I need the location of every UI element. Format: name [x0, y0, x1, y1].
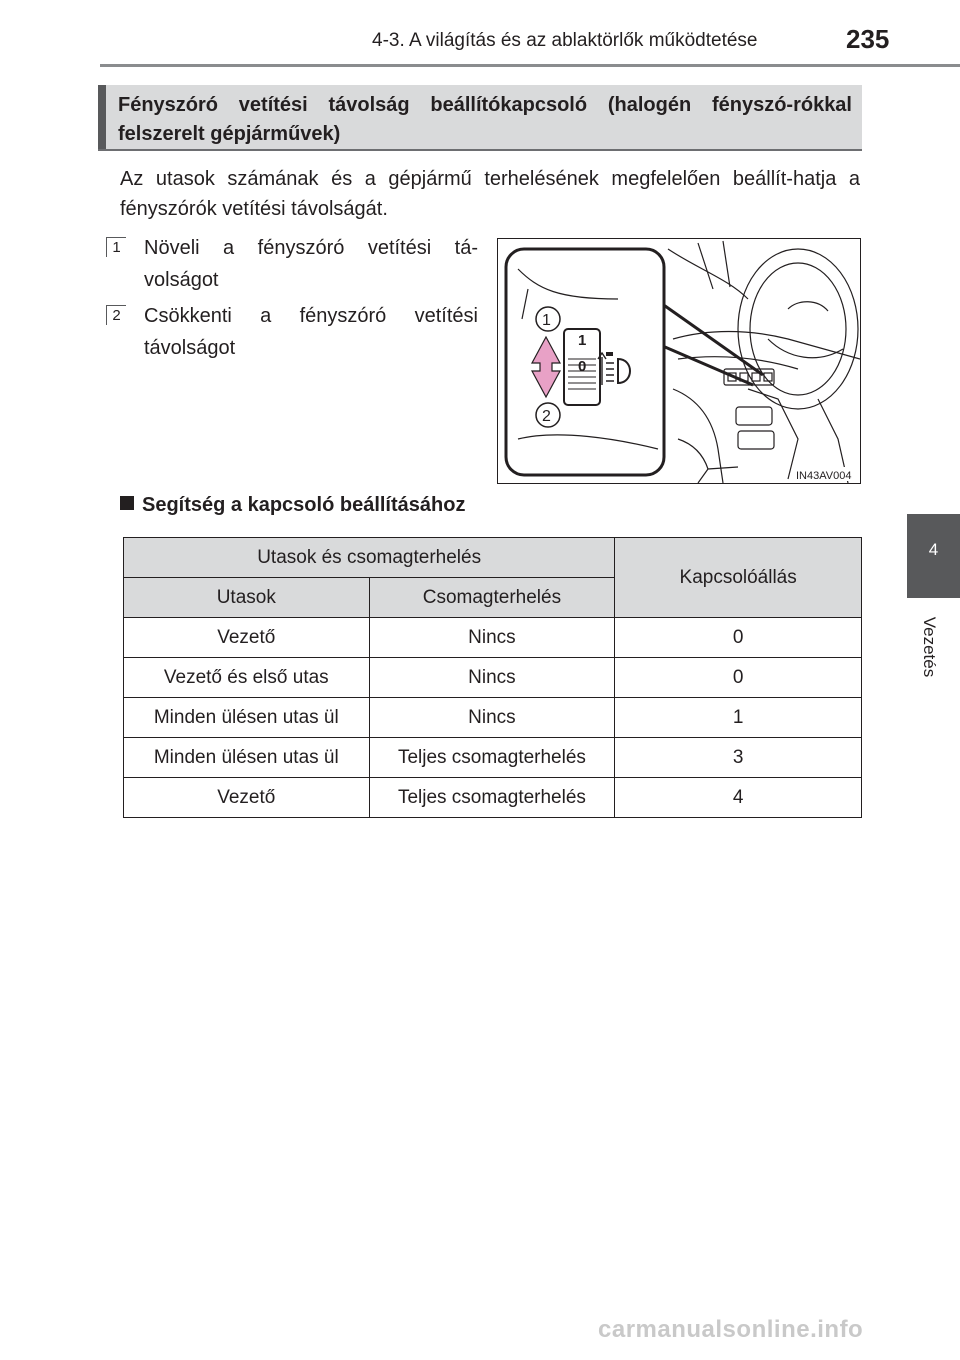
section-heading-bar — [98, 85, 106, 149]
item-label: Növeli a fényszóró vetítési tá-volságot — [144, 237, 478, 291]
table-group-header: Utasok és csomagterhelés — [124, 538, 615, 578]
table-row — [124, 778, 862, 818]
table-col-passengers: Utasok — [124, 578, 370, 618]
chapter-label-box — [916, 606, 942, 688]
table-cell: Teljes csomagterhelés — [369, 778, 615, 818]
page-number: 235 — [846, 24, 890, 54]
item-number: 1 — [106, 237, 126, 257]
table-cell: 1 — [615, 698, 862, 738]
table-cell: Vezető és első utas — [124, 658, 370, 698]
chapter-label: Vezetés — [920, 616, 939, 678]
watermark: carmanualsonline.info — [598, 1316, 864, 1343]
callout-2-label: 2 — [542, 408, 551, 425]
table-row — [124, 738, 862, 778]
dashboard-illustration — [498, 239, 860, 483]
sub-heading — [120, 494, 465, 517]
table-cell: Teljes csomagterhelés — [369, 738, 615, 778]
list-item — [106, 300, 478, 364]
chapter-tab — [907, 514, 960, 598]
chapter-number: 4 — [928, 540, 939, 559]
header-rule — [100, 64, 960, 67]
callout-1-label: 1 — [542, 312, 551, 329]
dial-top-label: 1 — [578, 332, 587, 349]
table-cell: Minden ülésen utas ül — [124, 738, 370, 778]
item-label: Csökkenti a fényszóró vetítési távolságot — [144, 305, 478, 359]
table-cell: 0 — [615, 658, 862, 698]
section-heading: Fényszóró vetítési távolság beállítókapcsoló (halogén fényszó-rókkal felszerelt gépjárművek) — [118, 94, 852, 145]
table-row — [124, 618, 862, 658]
table-switch-header: Kapcsolóállás — [615, 538, 862, 618]
dial-bottom-label: 0 — [578, 358, 587, 375]
table-col-luggage: Csomagterhelés — [369, 578, 615, 618]
item-number: 2 — [106, 305, 126, 325]
table-cell: Nincs — [369, 698, 615, 738]
square-bullet-icon — [120, 496, 134, 510]
table-cell: 4 — [615, 778, 862, 818]
table-cell: 3 — [615, 738, 862, 778]
table-cell: Nincs — [369, 618, 615, 658]
table-cell: Vezető — [124, 778, 370, 818]
table-cell: Nincs — [369, 658, 615, 698]
table-cell: Vezető — [124, 618, 370, 658]
dial-tick-mark — [606, 352, 613, 356]
running-header-title: 4-3. A világítás és az ablaktörlők működtetése — [372, 30, 758, 51]
table-row — [124, 698, 862, 738]
table-row — [124, 658, 862, 698]
sub-heading-text: Segítség a kapcsoló beállításához — [142, 494, 466, 516]
section-heading-box — [98, 85, 862, 151]
intro-paragraph: Az utasok számának és a gépjármű terhelésének megfelelően beállít-hatja a fényszórók vetítési távolságát. — [120, 168, 860, 220]
headlight-switch-figure — [497, 238, 861, 484]
table-cell: 0 — [615, 618, 862, 658]
table-cell: Minden ülésen utas ül — [124, 698, 370, 738]
table-header-row — [124, 538, 862, 578]
figure-code: IN43AV004 — [796, 470, 852, 482]
load-table — [123, 537, 862, 818]
list-item — [106, 232, 478, 296]
